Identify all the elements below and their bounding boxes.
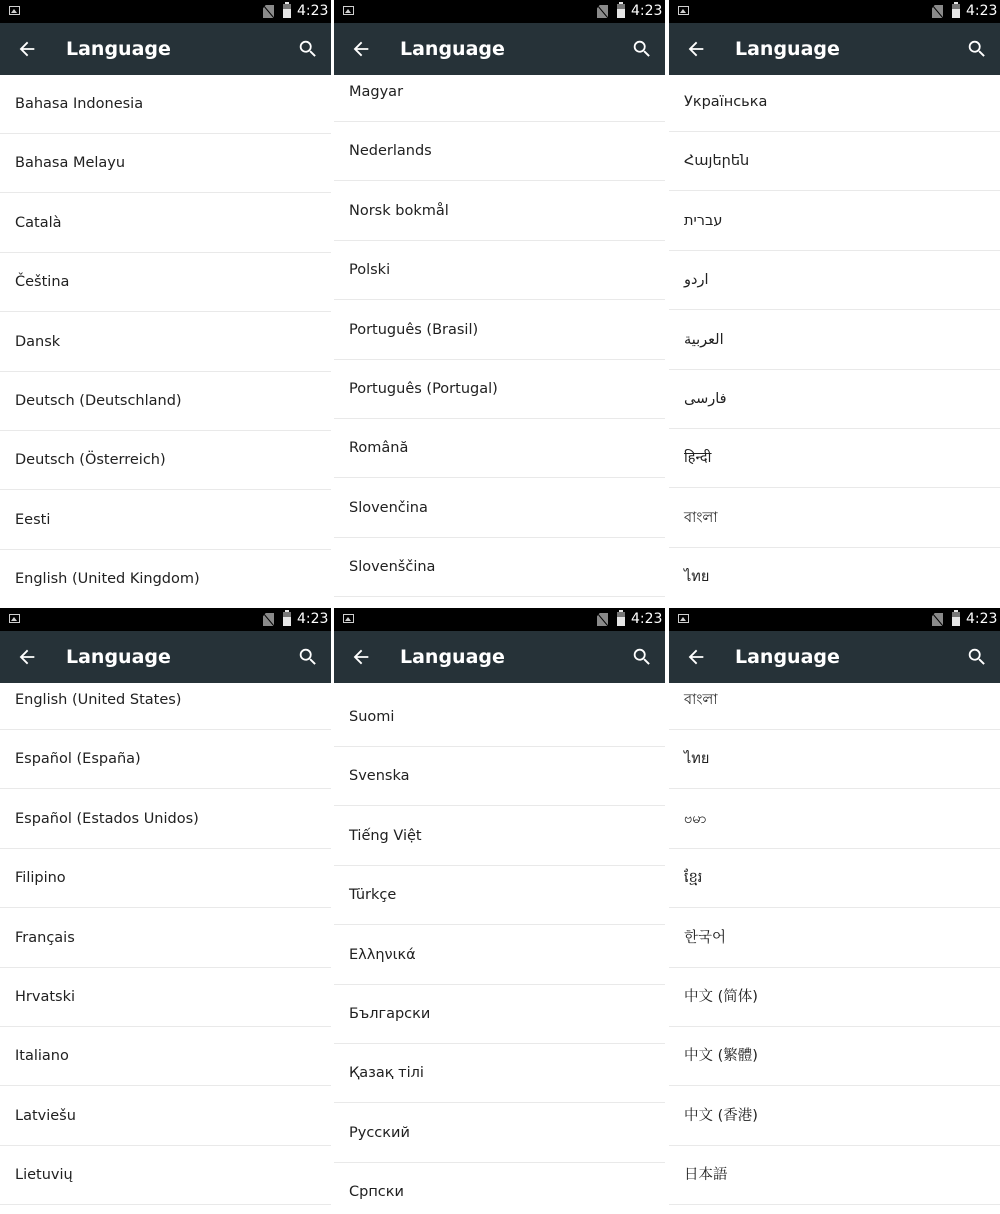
language-label: Español (Estados Unidos) (15, 810, 199, 827)
language-screen-5 (334, 608, 665, 1214)
arrow-left-icon[interactable] (350, 646, 372, 668)
language-list-item[interactable] (0, 431, 331, 490)
language-list-item[interactable] (669, 1087, 1000, 1146)
status-time: 4:23 (631, 611, 663, 627)
status-bar (334, 608, 665, 631)
page-title: Language (66, 38, 171, 60)
language-label: Italiano (15, 1048, 69, 1065)
status-bar (0, 0, 331, 23)
status-bar (669, 0, 1000, 23)
language-label: 日本語 (684, 1167, 728, 1184)
app-bar (669, 23, 1000, 75)
image-icon (343, 6, 354, 15)
app-bar (334, 631, 665, 683)
language-list (334, 75, 665, 606)
language-label: Čeština (15, 274, 70, 291)
language-list-item[interactable] (669, 909, 1000, 968)
language-list-item[interactable] (0, 790, 331, 849)
language-label: Eesti (15, 511, 51, 528)
language-label: বাংলা (684, 509, 718, 526)
language-label: Hrvatski (15, 989, 75, 1005)
language-label: ไทย (684, 751, 710, 768)
language-list-item[interactable] (334, 75, 665, 122)
language-label: Română (349, 440, 409, 457)
language-list-item[interactable] (334, 479, 665, 538)
page-title: Language (400, 38, 505, 60)
status-bar (669, 608, 1000, 631)
language-label: Ελληνικά (349, 946, 416, 963)
language-label: Slovenščina (349, 559, 436, 576)
language-list (669, 75, 1000, 606)
battery-icon (617, 4, 625, 18)
language-list-item[interactable] (334, 688, 665, 747)
language-label: Tiếng Việt (349, 827, 422, 844)
language-list (0, 683, 331, 1214)
status-bar (334, 0, 665, 23)
language-list-item[interactable] (669, 968, 1000, 1027)
app-bar (334, 23, 665, 75)
language-list-item[interactable] (0, 909, 331, 968)
app-bar (0, 23, 331, 75)
language-label: Norsk bokmål (349, 202, 449, 219)
language-label: 中文 (香港) (684, 1107, 758, 1124)
language-list-item[interactable] (0, 194, 331, 253)
language-label: Svenska (349, 768, 410, 785)
language-label: हिन्दी (684, 450, 712, 467)
language-list-item[interactable] (334, 241, 665, 300)
language-list-item[interactable] (669, 370, 1000, 429)
status-time: 4:23 (297, 611, 329, 627)
language-label: Suomi (349, 709, 395, 725)
language-list-item[interactable] (334, 1044, 665, 1103)
language-list-item[interactable] (334, 122, 665, 181)
page-title: Language (735, 646, 840, 668)
language-label: ဗမာ (684, 810, 707, 827)
language-list-item[interactable] (334, 182, 665, 241)
language-screen-6 (669, 608, 1000, 1214)
page-title: Language (400, 646, 505, 668)
arrow-left-icon[interactable] (16, 646, 38, 668)
language-label: Nederlands (349, 143, 432, 160)
language-list-item[interactable] (669, 489, 1000, 548)
language-list-item[interactable] (334, 301, 665, 360)
language-label: 中文 (简体) (684, 989, 758, 1005)
language-list-item[interactable] (0, 372, 331, 431)
language-label: Polski (349, 262, 391, 279)
language-label: اردو (684, 272, 709, 289)
language-list-item[interactable] (334, 419, 665, 478)
language-label: Magyar (349, 84, 404, 100)
language-list-item[interactable] (669, 548, 1000, 606)
language-list-item[interactable] (334, 807, 665, 866)
language-list-item[interactable] (334, 360, 665, 419)
language-list-item[interactable] (669, 251, 1000, 310)
language-label: Filipino (15, 870, 66, 887)
language-label: Español (España) (15, 751, 141, 768)
language-list-item[interactable] (0, 1087, 331, 1146)
no-sim-icon (597, 5, 608, 18)
language-label: Català (15, 214, 62, 231)
status-time: 4:23 (297, 3, 329, 19)
language-list-item[interactable] (0, 313, 331, 372)
app-bar (0, 631, 331, 683)
language-list-item[interactable] (669, 849, 1000, 908)
language-list-item[interactable] (334, 866, 665, 925)
language-label: Português (Portugal) (349, 381, 498, 397)
language-list-item[interactable] (0, 730, 331, 789)
language-label: Հայերեն (684, 153, 750, 170)
no-sim-icon (263, 613, 274, 626)
image-icon (9, 614, 20, 623)
battery-icon (952, 4, 960, 18)
language-list-item[interactable] (334, 747, 665, 806)
language-label: Українська (684, 94, 768, 110)
language-list-item[interactable] (669, 790, 1000, 849)
language-list-item[interactable] (334, 538, 665, 597)
status-time: 4:23 (966, 3, 998, 19)
battery-icon (952, 612, 960, 626)
image-icon (678, 6, 689, 15)
language-label: Български (349, 1006, 431, 1022)
language-list-item[interactable] (669, 730, 1000, 789)
language-list-item[interactable] (669, 429, 1000, 488)
language-list-item[interactable] (0, 968, 331, 1027)
language-list-item[interactable] (334, 1163, 665, 1214)
app-bar (669, 631, 1000, 683)
language-list-item[interactable] (669, 75, 1000, 132)
language-list-item[interactable] (334, 985, 665, 1044)
language-list-item[interactable] (669, 1027, 1000, 1086)
language-list-item[interactable] (0, 491, 331, 550)
language-label: Bahasa Indonesia (15, 96, 144, 112)
language-list-item[interactable] (0, 683, 331, 730)
language-label: Српски (349, 1184, 404, 1201)
language-label: עברית (684, 212, 723, 229)
language-label: Dansk (15, 333, 61, 350)
search-icon[interactable] (966, 38, 988, 60)
page-title: Language (66, 646, 171, 668)
language-screen-1 (0, 0, 331, 606)
language-list (334, 683, 665, 1214)
no-sim-icon (932, 613, 943, 626)
language-list-item[interactable] (0, 550, 331, 606)
language-label: বাংলা (684, 692, 718, 708)
status-time: 4:23 (631, 3, 663, 19)
search-icon[interactable] (631, 38, 653, 60)
search-icon[interactable] (631, 646, 653, 668)
arrow-left-icon[interactable] (685, 646, 707, 668)
language-label: English (United Kingdom) (15, 571, 200, 588)
search-icon[interactable] (966, 646, 988, 668)
language-list-item[interactable] (669, 1146, 1000, 1205)
battery-icon (283, 612, 291, 626)
language-label: Türkçe (349, 887, 397, 904)
arrow-left-icon[interactable] (16, 38, 38, 60)
battery-icon (283, 4, 291, 18)
image-icon (678, 614, 689, 623)
status-bar (0, 608, 331, 631)
language-list (0, 75, 331, 606)
language-label: English (United States) (15, 692, 182, 708)
language-list-item[interactable] (0, 75, 331, 134)
language-screen-2 (334, 0, 665, 606)
language-label: Français (15, 929, 75, 946)
image-icon (9, 6, 20, 15)
search-icon[interactable] (297, 38, 319, 60)
language-list-item[interactable] (334, 1104, 665, 1163)
language-label: Қазақ тілі (349, 1065, 424, 1082)
language-list-item[interactable] (669, 683, 1000, 730)
language-label: 한국어 (684, 929, 727, 946)
language-list-item[interactable] (0, 253, 331, 312)
arrow-left-icon[interactable] (685, 38, 707, 60)
no-sim-icon (597, 613, 608, 626)
no-sim-icon (263, 5, 274, 18)
language-label: Latviešu (15, 1107, 76, 1124)
language-label: Bahasa Melayu (15, 155, 126, 172)
page-title: Language (735, 38, 840, 60)
language-list-item[interactable] (334, 926, 665, 985)
language-list-item[interactable] (0, 1027, 331, 1086)
language-list-item[interactable] (669, 192, 1000, 251)
language-label: Русский (349, 1124, 410, 1141)
language-list-item[interactable] (669, 311, 1000, 370)
status-time: 4:23 (966, 611, 998, 627)
no-sim-icon (932, 5, 943, 18)
language-label: Português (Brasil) (349, 321, 479, 338)
language-label: Deutsch (Österreich) (15, 452, 166, 469)
language-label: ไทย (684, 569, 710, 586)
language-label: Lietuvių (15, 1167, 73, 1184)
arrow-left-icon[interactable] (350, 38, 372, 60)
language-label: ខ្មែរ (684, 870, 703, 887)
language-list-item[interactable] (0, 849, 331, 908)
language-list-item[interactable] (669, 132, 1000, 191)
language-list (669, 683, 1000, 1214)
language-label: العربية (684, 331, 724, 348)
language-label: Slovenčina (349, 499, 428, 516)
search-icon[interactable] (297, 646, 319, 668)
language-list-item[interactable] (0, 1146, 331, 1205)
language-label: Deutsch (Deutschland) (15, 393, 182, 409)
image-icon (343, 614, 354, 623)
language-label: 中文 (繁體) (684, 1048, 758, 1065)
language-list-item[interactable] (0, 134, 331, 193)
language-label: فارسی (684, 391, 727, 407)
language-screen-3 (669, 0, 1000, 606)
battery-icon (617, 612, 625, 626)
language-screen-4 (0, 608, 331, 1214)
